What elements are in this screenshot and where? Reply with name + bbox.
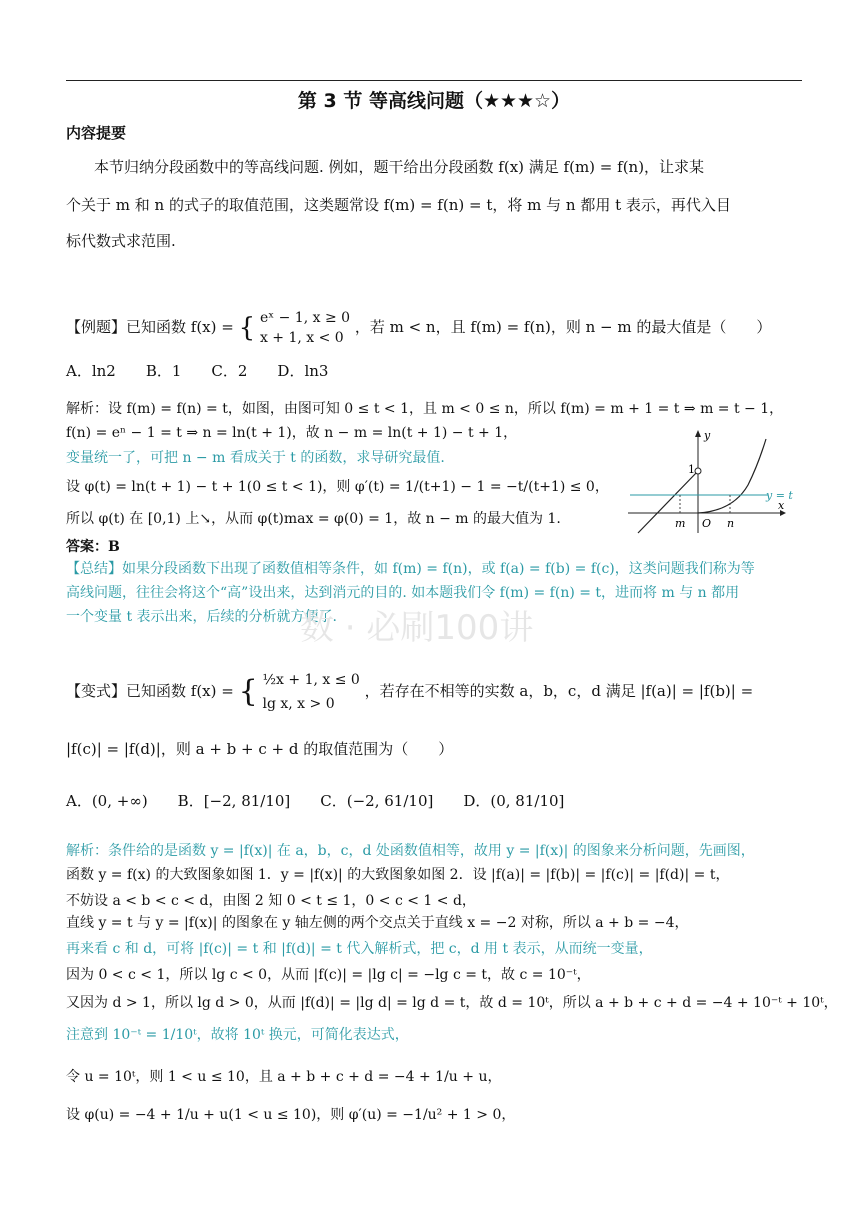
- variant-line-2: |f(c)| = |f(d)|，则 a + b + c + d 的取值范围为（ ）: [66, 740, 454, 758]
- one-label: 1: [688, 463, 695, 476]
- summary-line-1: 【总结】如果分段函数下出现了函数值相等条件，如 f(m) = f(n)，或 f(a) = f(b) = f(c)，这类问题我们称为等: [66, 561, 755, 577]
- intro-line-2: 个关于 m 和 n 的式子的取值范围，这类题常设 f(m) = f(n) = t，将 m 与 n 都用 t 表示，再代入目: [66, 196, 731, 214]
- exp-branch: [698, 439, 766, 513]
- variant-solution-1-text: 解析：条件给的是函数 y = |f(x)| 在 a，b，c，d 处函数值相等，故用 y = |f(x)| 的图象来分析问题，先画图，: [66, 843, 755, 859]
- example-statement: [66, 308, 771, 348]
- example-answer: 答案：B: [66, 539, 120, 555]
- example-solution-5: 所以 φ(t) 在 [0,1) 上↘，从而 φ(t)max = φ(0) = 1，故 n − m 的最大值为 1.: [66, 511, 561, 527]
- variant-label: 【变式】已知函数 f(x) =: [66, 682, 234, 700]
- variant-solution-5: 再来看 c 和 d，可将 |f(c)| = t 和 |f(d)| = t 代入解析式，把 c，d 用 t 表示，从而统一变量，: [66, 941, 653, 957]
- m-label: m: [675, 517, 686, 530]
- variant-statement: [66, 668, 753, 716]
- variant-cases: [262, 668, 359, 716]
- variant-case-2: lg x, x > 0: [262, 696, 335, 712]
- n-label: n: [727, 517, 735, 530]
- example-solution-2: f(n) = eⁿ − 1 = t ⇒ n = ln(t + 1)，故 n − m = ln(t + 1) − t + 1，: [66, 425, 518, 441]
- header-rule: [66, 80, 802, 81]
- example-case-2: x + 1, x < 0: [259, 330, 344, 346]
- brace: {: [238, 313, 256, 343]
- variant-solution-9: 令 u = 10ᵗ，则 1 < u ≤ 10，且 a + b + c + d = −4 + 1/u + u，: [66, 1069, 502, 1085]
- example-cases: [260, 308, 350, 348]
- variant-solution-7: 又因为 d > 1，所以 lg d > 0，从而 |f(d)| = |lg d| = lg d = t，故 d = 10ᵗ，所以 a + b + c + d = −4 + 10⁻ᵗ + 10ᵗ，: [66, 995, 838, 1011]
- example-question: ，若 m < n，且 f(m) = f(n)，则 n − m 的最大值是（ ）: [354, 318, 772, 336]
- example-solution-1: 解析：设 f(m) = f(n) = t，如图，由图可知 0 ≤ t < 1，且 m < 0 ≤ n，所以 f(m) = m + 1 = t ⇒ m = t − 1，: [66, 401, 784, 417]
- x-label: x: [778, 499, 785, 512]
- example-graph: [628, 425, 798, 535]
- y-axis-arrow: [695, 430, 701, 437]
- example-label: 【例题】已知函数 f(x) =: [66, 318, 234, 336]
- page-title: 第 3 节 等高线问题（★★★☆）: [297, 90, 571, 112]
- summary-line-2: 高线问题，往往会将这个“高”设出来，达到消元的目的. 如本题我们令 f(m) = f(n) = t，进而将 m 与 n 都用: [66, 585, 740, 601]
- variant-solution-8: 注意到 10⁻ᵗ = 1/10ᵗ，故将 10ᵗ 换元，可简化表达式，: [66, 1027, 409, 1043]
- brace: {: [238, 674, 258, 709]
- linear-branch: [638, 471, 698, 533]
- variant-case-1: ½x + 1, x ≤ 0: [262, 672, 360, 688]
- intro-line-1: 本节归纳分段函数中的等高线问题. 例如，题干给出分段函数 f(x) 满足 f(m) = f(n)，让求某: [94, 158, 705, 176]
- variant-question: ，若存在不相等的实数 a，b，c，d 满足 |f(a)| = |f(b)| =: [364, 682, 754, 700]
- variant-solution-6: 因为 0 < c < 1，所以 lg c < 0，从而 |f(c)| = |lg c| = −lg c = t，故 c = 10⁻ᵗ，: [66, 967, 591, 983]
- variant-solution-3: 不妨设 a < b < c < d，由图 2 知 0 < t ≤ 1，0 < c < 1 < d，: [66, 893, 476, 909]
- watermark-text: 数 · 必刷100讲: [300, 608, 534, 648]
- variant-solution-10: 设 φ(u) = −4 + 1/u + u(1 < u ≤ 10)，则 φ′(u) = −1/u² + 1 > 0，: [66, 1107, 516, 1123]
- example-options: A．ln2 B．1 C．2 D．ln3: [66, 362, 329, 380]
- variant-options: A．(0, +∞) B．[−2, 81/10] C．(−2, 61/10] D．(0, 81/10]: [66, 792, 565, 810]
- example-solution-3: 变量统一了，可把 n − m 看成关于 t 的函数，求导研究最值.: [66, 450, 445, 466]
- variant-solution-4: 直线 y = t 与 y = |f(x)| 的图象在 y 轴左侧的两个交点关于直线 x = −2 对称，所以 a + b = −4，: [66, 915, 689, 931]
- summary-line-3: 一个变量 t 表示出来，后续的分析就方便了.: [66, 609, 337, 625]
- variant-solution-1: [66, 840, 755, 862]
- intro-line-3: 标代数式求范围.: [66, 232, 176, 250]
- open-point: [695, 468, 701, 474]
- example-solution-4: 设 φ(t) = ln(t + 1) − t + 1(0 ≤ t < 1)，则 φ′(t) = 1/(t+1) − 1 = −t/(t+1) ≤ 0，: [66, 479, 609, 495]
- intro-heading: 内容提要: [66, 124, 127, 142]
- y-label: y: [704, 429, 711, 442]
- o-label: O: [702, 517, 712, 530]
- yt-label: y = t: [766, 489, 793, 502]
- example-case-1: eˣ − 1, x ≥ 0: [259, 310, 351, 326]
- variant-solution-2: 函数 y = f(x) 的大致图象如图 1．y = |f(x)| 的大致图象如图 2．设 |f(a)| = |f(b)| = |f(c)| = |f(d)| = t，: [66, 867, 730, 883]
